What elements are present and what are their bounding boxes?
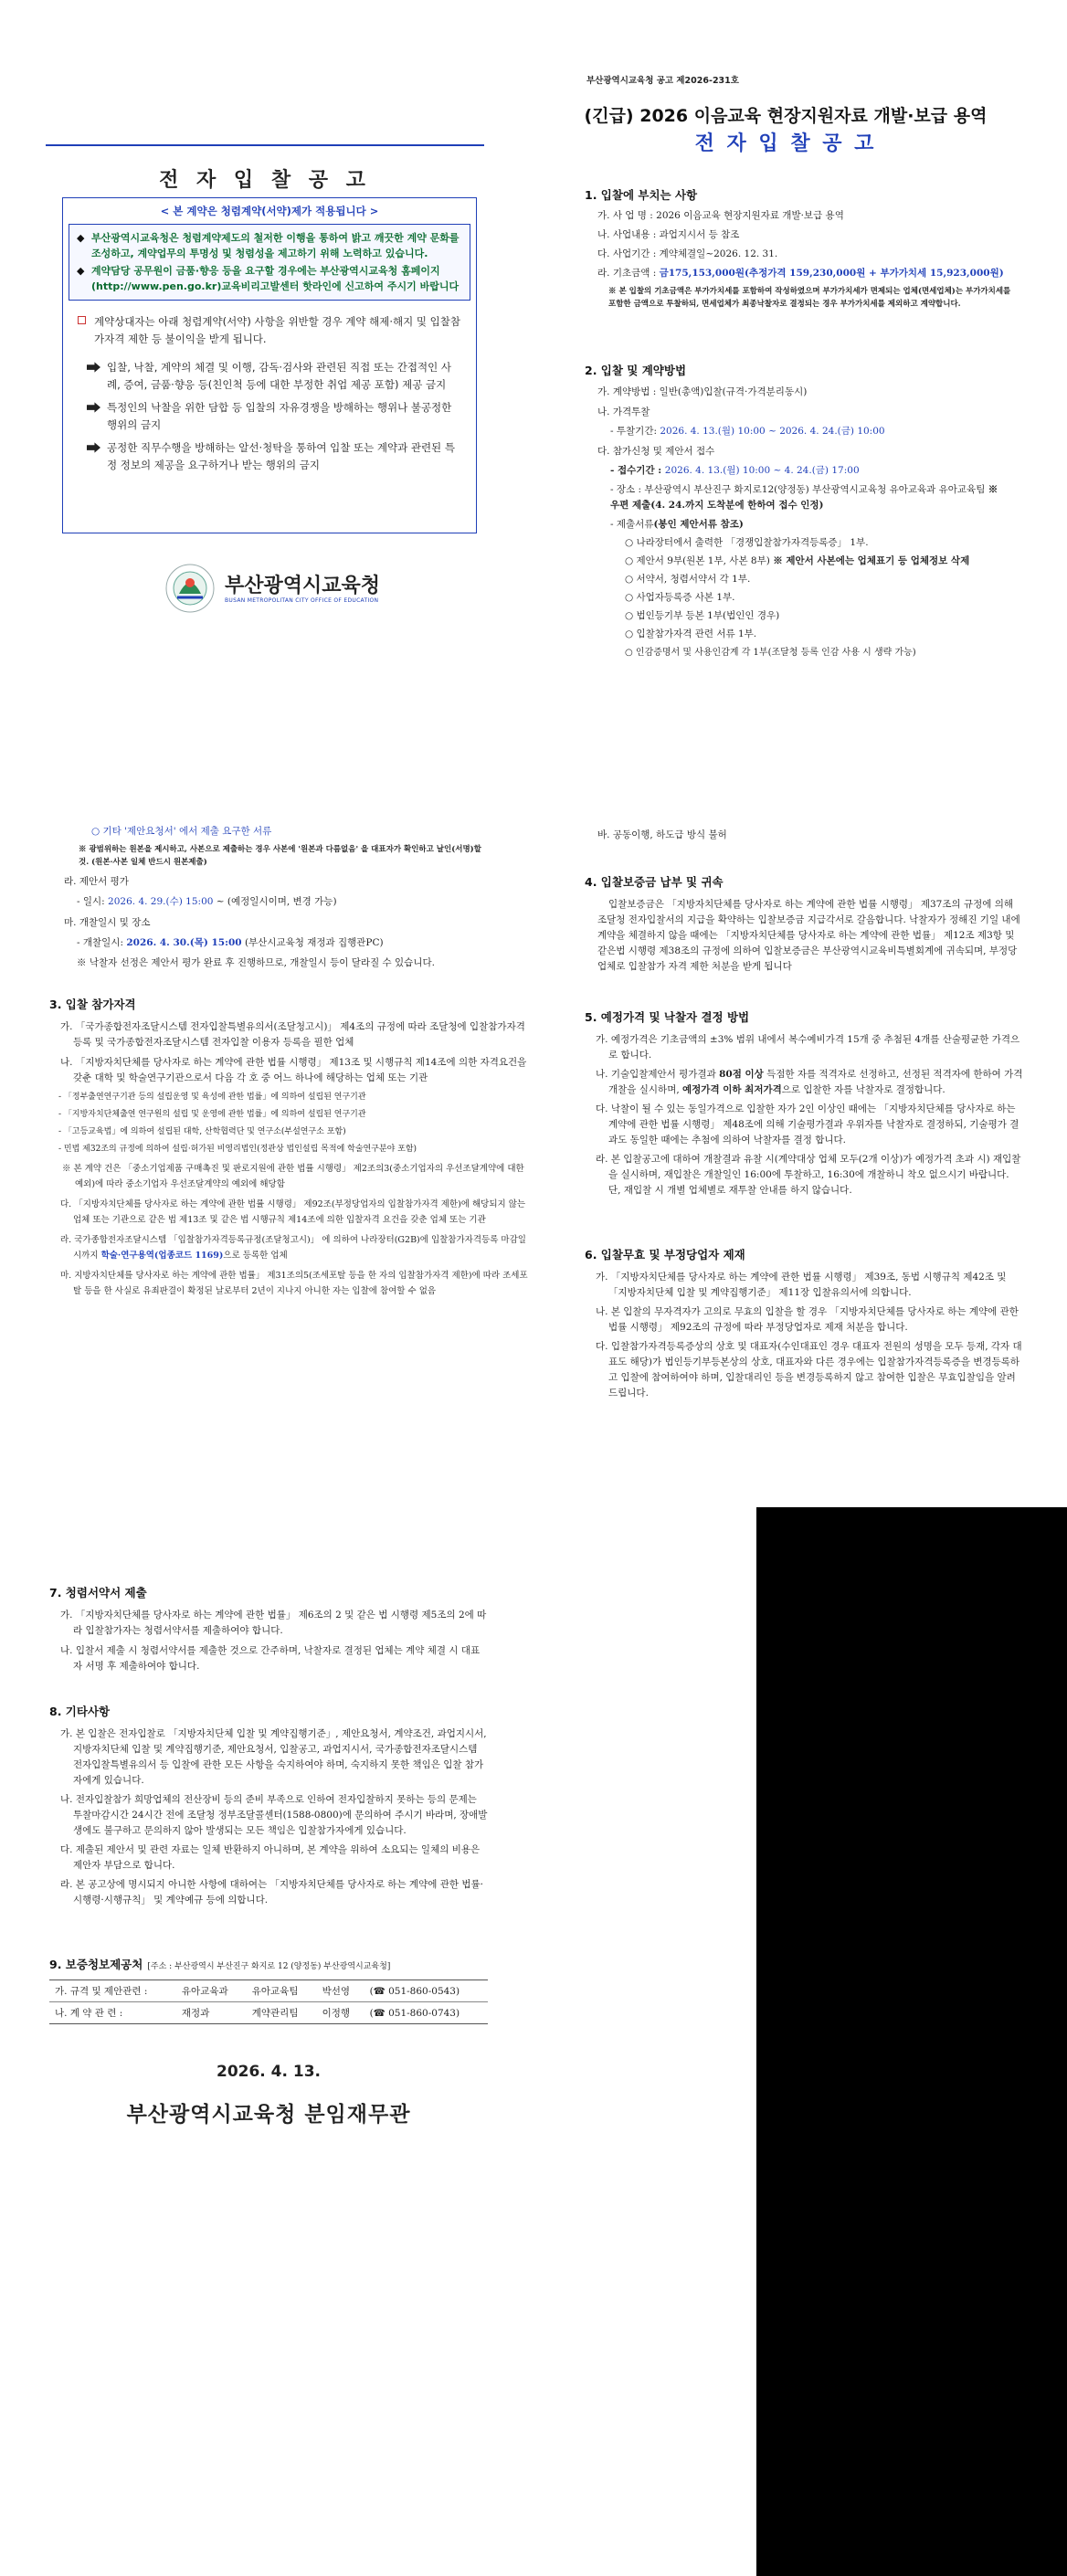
s2-item-c: 다. 참가신청 및 제안서 접수 — [597, 446, 715, 457]
s3-item-a: 가. 「국가종합전자조달시스템 전자입찰특별유의서(조달청고시)」 제4조의 규정에 따라 조달청에 입찰참가자격 등록 및 국가종합전자조달시스템 전자입찰 이용자 등록을 필한 업체 — [60, 1021, 525, 1048]
arrow-right-icon — [87, 442, 100, 453]
section-9-title: 9. 보증청보제공처 — [49, 1958, 143, 1971]
s8-item-a: 가. 본 입찰은 전자입찰로 「지방자치단체 입찰 및 계약집행기준」, 제안요청서, 계약조건, 과업지시서, 지방자치단체 입찰 및 계약집행기준, 제안요청서, 입찰공고, 과업지시서, 국가종합전자조달시스템 전자입찰특별유의서 등 입찰에 관한 모든 사항을 숙지하여야 하며, 숙지하지 못한 책임은 입찰 참가자에게 있습니다. — [60, 1728, 487, 1786]
s2-eval-date: - 일시: 2026. 4. 29.(수) 15:00 ~ (예정일시이며, 변경 가능) — [77, 896, 337, 907]
contact-name: 박선영 — [322, 1986, 351, 1997]
notice-top-rule — [46, 144, 484, 146]
section-4 — [585, 873, 1023, 975]
s5-item-c: 다. 낙찰이 될 수 있는 동일가격으로 입찰한 자가 2인 이상인 때에는 「지방자치단체를 당사자로 하는 계약에 관한 법률 시행령」 제48조에 의해 기술평가결과 우위자를 낙찰자로 결정하되, 기술평가 결과도 동일한 때에는 추첨에 의하여 낙찰자를 결정 합니다. — [596, 1103, 1019, 1145]
s3-b-item-4: - 민법 제32조의 규정에 의하여 설립·허가된 비영리법인(정관상 법인설립 목적에 학술연구분야 포함) — [58, 1145, 417, 1154]
logo-text: 부산광역시교육청 — [225, 575, 381, 597]
notice-inner-box — [69, 224, 470, 301]
section-9-title-row — [49, 1955, 488, 1975]
notice-bullet-2: ◆ 계약담당 공무원이 금품·향응 등을 요구할 경우에는 부산광역시교육청 홈페이지(http://www.pen.go.kr)교육비리고발센터 핫라인에 신고하여 주시기 바랍니다 — [77, 265, 460, 292]
s2-bid-period: - 투찰기간: 2026. 4. 13.(월) 10:00 ~ 2026. 4. 24.(금) 10:00 — [610, 426, 885, 437]
s3-item-c: 다. 「지방자치단체를 당사자로 하는 계약에 관한 법률 시행령」 제92조(부정당업자의 입찰참가자격 제한)에 해당되지 않는 업체 또는 기관으로 같은 법 제13조 및 같은 법 시행규칙 제14조에 의한 입찰자격 요건을 갖춘 업체 또는 기관 — [60, 1199, 526, 1225]
s7-item-a: 가. 「지방자치단체를 당사자로 하는 계약에 관한 법률」 제6조의 2 및 같은 법 시행령 제5조의 2에 따라 입찰참가자는 청렴서약서를 제출하여야 합니다. — [60, 1610, 487, 1636]
s2-item-a: 가. 계약방법 : 일반(총액)입찰(규격·가격분리동시) — [597, 386, 808, 397]
seal-logo-icon — [164, 563, 216, 614]
doc-title-line2: 전 자 입 찰 공 고 — [694, 132, 877, 155]
s2-doc-1: ○ 나라장터에서 출력한 「경쟁입찰참가자격등록증」 1부. — [625, 537, 869, 548]
notice-title: 전 자 입 찰 공 고 — [159, 169, 371, 192]
section-2-continued — [51, 824, 490, 971]
s8-item-d: 라. 본 공고상에 명시되지 아니한 사항에 대하여는 「지방자치단체를 당사자로 하는 계약에 관한 법률·시행령·시행규칙」 및 계약예규 등에 의합니다. — [60, 1879, 483, 1906]
s5-item-a: 가. 예정가격은 기초금액의 ±3% 범위 내에서 복수예비가격 15개 중 추첨된 4개를 산술평균한 가격으로 합니다. — [596, 1034, 1020, 1061]
issuer-name: 부산광역시교육청 분임재무관 — [126, 2103, 411, 2127]
s2-doc-3: ○ 서약서, 청렴서약서 각 1부. — [625, 574, 751, 585]
contact-row — [49, 2002, 488, 2024]
s6-item-a: 가. 「지방자치단체를 당사자로 하는 계약에 관한 법률 시행령」 제39조, 동법 시행규칙 제42조 및 「지방자치단체 입찰 및 계약집행기준」 제11장 입찰유의서에 의합니다. — [596, 1272, 1007, 1298]
s2-doc-extra: ○ 기타 '제안요청서' 에서 제출 요구한 서류 — [91, 826, 272, 837]
section-2-title: 2. 입찰 및 계약방법 — [585, 364, 687, 377]
section-6-title: 6. 입찰무효 및 부정당업자 제재 — [585, 1248, 745, 1262]
section-5 — [585, 1008, 1023, 1198]
s1-item-b: 나. 사업내용 : 과업지시서 등 참조 — [597, 229, 740, 240]
s7-item-b: 나. 입찰서 제출 시 청렴서약서를 제출한 것으로 간주하며, 낙찰자로 결정된 업체는 계약 체결 시 대표자 서명 후 제출하여야 합니다. — [60, 1645, 481, 1672]
s2-item-b: 나. 가격투찰 — [597, 406, 650, 417]
notice-intro: 계약상대자는 아래 청렴계약(서약) 사항을 위반할 경우 계약 해제·해지 및 입찰참가자격 제한 등 불이익을 받게 됩니다. — [94, 313, 463, 348]
s2-item-d: 라. 제안서 평가 — [64, 876, 129, 887]
notice-item-3: 공정한 직무수행을 방해하는 알선·청탁을 통하여 입찰 또는 계약과 관련된 특정 정보의 제공을 요구하거나 받는 행위의 금지 — [107, 439, 463, 474]
s2-doc-6: ○ 입찰참가자격 관련 서류 1부. — [625, 628, 757, 639]
contact-team: 계약관리팀 — [251, 2008, 299, 2019]
s8-item-b: 나. 전자입찰참가 희망업체의 전산장비 등의 준비 부족으로 인하여 전자입찰하지 못하는 등의 문제는 투찰마감시간 24시간 전에 조달청 정부조달콜센터(1588-0800)에 문의하여 주시기 바라며, 장애발생에도 불구하고 문의하지 않아 발생되는 모든 책임은 입찰참가자에게 있습니다. — [60, 1794, 488, 1836]
s1-note: ※ 본 입찰의 기초금액은 부가가치세를 포함하여 작성하였으며 부가가치세가 면제되는 업체(면세업체)는 부가가치세를 포함한 금액으로 투찰하되, 면세업체가 최종낙찰자로 결정되는 경우 부가가치세를 제외하고 계약합니다. — [608, 287, 1011, 309]
section-4-title: 4. 입찰보증금 납부 및 귀속 — [585, 875, 724, 889]
notice-item-1: 입찰, 낙찰, 계약의 체결 및 이행, 감독·검사와 관련된 직접 또는 간접적인 사례, 증여, 금품·향응 등(친인척 등에 대한 부정한 취업 제공 포함) 제공 금지 — [107, 359, 463, 394]
s6-item-b: 나. 본 입찰의 무자격자가 고의로 무효의 입찰을 할 경우 「지방자치단체를 당사자로 하는 계약에 관한 법률 시행령」 제92조의 규정에 따라 부정당업자로 제재 처분을 합니다. — [596, 1306, 1019, 1333]
s8-item-c: 다. 제출된 제안서 및 관련 자료는 일체 반환하지 아니하며, 본 계약을 위하여 소요되는 일체의 비용은 제안자 부담으로 합니다. — [60, 1844, 481, 1871]
contact-name: 이정행 — [322, 2008, 351, 2019]
s3-item-e: 마. 지방자치단체를 당사자로 하는 계약에 관한 법률」 제31조의5(조세포탈 등을 한 자의 입찰참가자격 제한)에 따라 조세포탈 등을 한 사실로 유죄판결이 확정된 날로부터 2년이 지나지 아니한 자는 입찰에 참여할 수 없음 — [60, 1271, 528, 1296]
section-6 — [585, 1246, 1023, 1401]
doc-title-line1: (긴급) 2026 이음교육 현장지원자료 개발·보급 용역 — [584, 106, 988, 126]
s5-item-d: 라. 본 입찰공고에 대하여 개찰결과 유찰 시(계약대상 업체 모두(2개 이상)가 예정가격 초과 시) 재입찰을 실시하며, 재입찰은 개찰일인 16:00에 투찰하고, 16:30에 개찰하니 착오 없으시기 바랍니다. 단, 재입찰 시 개별 업체별로 재투찰 안내를 하지 않습니다. — [596, 1154, 1021, 1196]
contact-phone: (☎ 051-860-0743) — [369, 2007, 460, 2019]
section-2 — [585, 362, 1023, 660]
s2-item-f: 바. 공동이행, 하도급 방식 불허 — [597, 829, 727, 840]
section-9-address: [주소 : 부산광역시 부산진구 화지로 12 (양정동) 부산광역시교육청] — [147, 1962, 391, 1971]
contact-label: 나. 계 약 관 련 : — [55, 2008, 123, 2019]
s1-item-a: 가. 사 업 명 : 2026 이음교육 현장지원자료 개발·보급 용역 — [597, 210, 844, 221]
s2-doc-7: ○ 인감증명서 및 사용인감계 각 1부(조달청 등록 인감 사용 시 생략 가능) — [625, 648, 916, 658]
section-8 — [49, 1703, 488, 1908]
section-3 — [49, 996, 534, 1299]
s2-open-date: - 개찰일시: 2026. 4. 30.(목) 15:00 (부산시교육청 재정과 집행관PC) — [77, 937, 384, 948]
arrow-right-icon — [87, 402, 100, 413]
section-3-title: 3. 입찰 참가자격 — [49, 998, 136, 1011]
s2-receive-period: - 접수기간 : 2026. 4. 13.(월) 10:00 ~ 4. 24.(금) 17:00 — [610, 465, 860, 476]
s2-doc-4: ○ 사업자등록증 사본 1부. — [625, 592, 735, 603]
notice-bullet-1: ◆ 부산광역시교육청은 청렴계약제도의 철저한 이행을 통하여 밝고 깨끗한 계약 문화를 조성하고, 계약업무의 투명성 및 청렴성을 제고하기 위해 노력하고 있습니다. — [77, 232, 460, 259]
s2-item-e: 마. 개찰일시 및 장소 — [64, 917, 151, 928]
black-redaction-block — [756, 1507, 1067, 2576]
s3-b-item-3: - 「고등교육법」에 의하여 설립된 대학, 산학협력단 및 연구소(부설연구소 포함) — [58, 1127, 346, 1136]
section-9 — [49, 1955, 488, 2024]
notice-box — [62, 197, 477, 533]
s2-doc-2: ○ 제안서 9부(원본 1부, 사본 8부) ※ 제안서 사본에는 업체표기 등 업체정보 삭제 — [625, 555, 970, 566]
s6-item-c: 다. 입찰참가자격등록증상의 상호 및 대표자(수인대표인 경우 대표자 전원의 성명을 모두 등재, 각자 대표도 해당)가 법인등기부등본상의 상호, 대표자와 다른 경우에는 입찰참가자격등록증을 변경등록하고 입찰에 참여하여야 하며, 입찰대리인 등을 변경등록하지 않고 참여한 입찰은 무효입찰임을 알려드립니다. — [596, 1341, 1022, 1399]
s3-b-item-1: - 「정부출연연구기관 등의 설립운영 및 육성에 관한 법률」에 의하여 설립된 연구기관 — [58, 1093, 366, 1102]
s5-item-b: 나. 기술입찰제안서 평가결과 80점 이상 득점한 자를 적격자로 선정하고, 선정된 적격자에 한하여 가격개찰을 실시하며, 예정가격 이하 최저가격으로 입찰한 자를 낙찰자로 결정합니다. — [596, 1069, 1023, 1095]
diamond-icon: ◆ — [77, 265, 85, 277]
section-5-title: 5. 예정가격 및 낙찰자 결정 방법 — [585, 1010, 750, 1024]
diamond-icon: ◆ — [77, 232, 85, 244]
doc-number: 부산광역시교육청 공고 제2026-231호 — [586, 76, 739, 86]
contact-label: 가. 규격 및 제안관련 : — [55, 1986, 148, 1997]
notice-box-head: < 본 계약은 청렴계약(서약)제가 적용됩니다 > — [160, 205, 379, 217]
checkbox-icon — [78, 316, 86, 324]
s2-docs-head: - 제출서류(봉인 제안서류 참조) — [610, 519, 744, 530]
s3-item-b: 나. 「지방자치단체를 당사자로 하는 계약에 관한 법률 시행령」 제13조 및 시행규칙 제14조에 의한 자격요건을 갖춘 대학 및 학술연구기관으로서 다음 각 호 중 어느 하나에 해당하는 업체 또는 기관 — [60, 1057, 527, 1083]
arrow-right-icon — [87, 362, 100, 373]
section-1 — [585, 186, 1014, 311]
s2-extra-note: ※ 광범위하는 원본을 제시하고, 사본으로 제출하는 경우 사본에 '원본과 다름없음' 을 대표자가 확인하고 날인(서명)할 것. (원본·사본 일체 반드시 원본제출) — [79, 845, 481, 867]
s3-b-note: ※ 본 계약 건은 「중소기업제품 구매촉진 및 판로지원에 관한 법률 시행령」 제2조의3(중소기업자의 우선조달계약에 대한 예외)에 따라 중소기업자 우선조달계약의 예외에 해당함 — [62, 1164, 524, 1189]
s2-place: - 장소 : 부산광역시 부산진구 화지로12(양정동) 부산광역시교육청 유아교육과 유아교육팀 ※ 우편 제출(4. 24.까지 도착분에 한하여 접수 인정) — [610, 484, 998, 511]
s1-item-d: 라. 기초금액 : 금175,153,000원(추정가격 159,230,000원 + 부가가치세 15,923,000원) — [597, 268, 1004, 279]
s3-b-item-2: - 「지방자치단체출연 연구원의 설립 및 운영에 관한 법률」에 의하여 설립된 연구기관 — [58, 1110, 366, 1119]
contact-dept: 재정과 — [181, 2008, 210, 2019]
section-7-title: 7. 청렴서약서 제출 — [49, 1586, 147, 1599]
contact-row — [49, 1980, 488, 2002]
s3-item-d: 라. 국가종합전자조달시스템 「입찰참가자격등록규정(조달청고시)」 에 의하여 나라장터(G2B)에 입찰참가자격등록 마감일시까지 학술·연구용역(업종코드 1169)으로 등록한 업체 — [60, 1235, 526, 1261]
org-logo — [164, 563, 438, 618]
logo-subtext: BUSAN METROPOLITAN CITY OFFICE OF EDUCATION — [225, 597, 379, 604]
s2-doc-5: ○ 법인등기부 등본 1부(법인인 경우) — [625, 610, 780, 621]
contact-team: 유아교육팀 — [251, 1986, 299, 1997]
notice-item-2: 특정인의 낙찰을 위한 담합 등 입찰의 자유경쟁을 방해하는 행위나 불공정한 행위의 금지 — [107, 399, 463, 434]
s2-open-note: ※ 낙찰자 선정은 제안서 평가 완료 후 진행하므로, 개찰일시 등이 달라질 수 있습니다. — [77, 957, 435, 968]
s1-item-c: 다. 사업기간 : 계약체결일~2026. 12. 31. — [597, 248, 778, 259]
contact-table — [49, 1980, 488, 2024]
contact-dept: 유아교육과 — [181, 1986, 228, 1997]
section-8-title: 8. 기타사항 — [49, 1705, 111, 1718]
notice-date: 2026. 4. 13. — [216, 2063, 321, 2081]
contact-phone: (☎ 051-860-0543) — [369, 1985, 460, 1997]
s4-body: 입찰보증금은 「지방자치단체를 당사자로 하는 계약에 관한 법률 시행령」 제37조의 규정에 의해 조달청 전자입찰서의 지급을 확약하는 입찰보증금 지급각서로 갈음합니다. 낙찰자가 정해진 기일 내에 계약을 체결하지 않을 때에는 「지방자치단체를 당사자로 하는 계약에 관한 법률」 제12조 제3항 및 같은법 시행령 제38조의 규정에 의하여 입찰보증금은 부산광역시교육비특별회계에 귀속되며, 부정당업체로 입찰참가 자격 제한 처분을 받게 됩니다 — [597, 899, 1020, 972]
section-7 — [49, 1584, 488, 1674]
section-1-title: 1. 입찰에 부치는 사항 — [585, 188, 698, 202]
